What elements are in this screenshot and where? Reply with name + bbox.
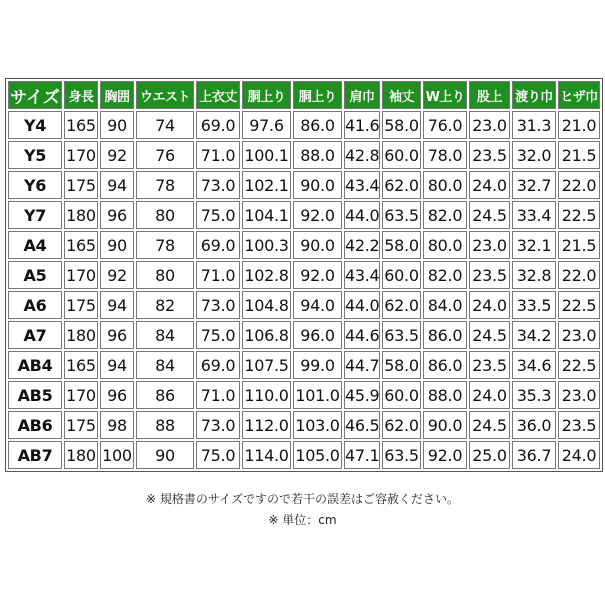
table-cell: 71.0 bbox=[196, 381, 240, 409]
table-cell: 60.0 bbox=[382, 141, 421, 169]
table-cell: 23.0 bbox=[469, 111, 510, 139]
table-cell: 35.3 bbox=[512, 381, 556, 409]
table-cell: 73.0 bbox=[196, 171, 240, 199]
table-cell: 103.0 bbox=[293, 411, 342, 439]
table-cell: 62.0 bbox=[382, 411, 421, 439]
table-cell: 86.0 bbox=[423, 321, 467, 349]
table-cell: 73.0 bbox=[196, 411, 240, 439]
size-name-cell: A7 bbox=[8, 321, 62, 349]
table-cell: 101.0 bbox=[293, 381, 342, 409]
table-row bbox=[8, 231, 600, 259]
table-row bbox=[8, 441, 600, 469]
table-cell: 92 bbox=[100, 261, 134, 289]
table-row bbox=[8, 141, 600, 169]
table-cell: 94 bbox=[100, 351, 134, 379]
table-cell: 44.0 bbox=[344, 201, 380, 229]
table-cell: 31.3 bbox=[512, 111, 556, 139]
table-cell: 78.0 bbox=[423, 141, 467, 169]
table-cell: 23.5 bbox=[469, 141, 510, 169]
table-cell: 43.4 bbox=[344, 261, 380, 289]
header-row bbox=[8, 81, 600, 109]
table-cell: 90.0 bbox=[423, 411, 467, 439]
table-cell: 23.0 bbox=[558, 381, 600, 409]
table-cell: 34.6 bbox=[512, 351, 556, 379]
table-cell: 94.0 bbox=[293, 291, 342, 319]
table-cell: 78 bbox=[136, 171, 194, 199]
table-row bbox=[8, 201, 600, 229]
table-cell: 76.0 bbox=[423, 111, 467, 139]
size-name-cell: AB7 bbox=[8, 441, 62, 469]
table-cell: 90 bbox=[100, 111, 134, 139]
table-cell: 44.0 bbox=[344, 291, 380, 319]
table-cell: 105.0 bbox=[293, 441, 342, 469]
table-cell: 22.5 bbox=[558, 201, 600, 229]
column-header: 上衣丈 bbox=[196, 81, 240, 109]
column-header: 胴上り bbox=[293, 81, 342, 109]
table-cell: 96 bbox=[100, 381, 134, 409]
table-cell: 25.0 bbox=[469, 441, 510, 469]
table-cell: 43.4 bbox=[344, 171, 380, 199]
table-cell: 44.7 bbox=[344, 351, 380, 379]
size-name-cell: A4 bbox=[8, 231, 62, 259]
table-cell: 73.0 bbox=[196, 291, 240, 319]
table-cell: 86 bbox=[136, 381, 194, 409]
table-cell: 42.8 bbox=[344, 141, 380, 169]
table-cell: 62.0 bbox=[382, 291, 421, 319]
table-cell: 24.0 bbox=[558, 441, 600, 469]
table-cell: 58.0 bbox=[382, 231, 421, 259]
table-cell: 165 bbox=[64, 231, 98, 259]
table-cell: 98 bbox=[100, 411, 134, 439]
table-cell: 104.8 bbox=[242, 291, 291, 319]
size-name-cell: A5 bbox=[8, 261, 62, 289]
table-cell: 58.0 bbox=[382, 111, 421, 139]
table-cell: 44.6 bbox=[344, 321, 380, 349]
table-cell: 69.0 bbox=[196, 111, 240, 139]
note-unit: ※ 単位：cm bbox=[268, 513, 337, 527]
table-cell: 100 bbox=[100, 441, 134, 469]
table-cell: 41.6 bbox=[344, 111, 380, 139]
table-cell: 22.5 bbox=[558, 351, 600, 379]
table-cell: 24.5 bbox=[469, 321, 510, 349]
table-cell: 23.5 bbox=[469, 351, 510, 379]
table-row bbox=[8, 111, 600, 139]
table-cell: 32.1 bbox=[512, 231, 556, 259]
column-header: サイズ bbox=[8, 81, 62, 109]
table-cell: 102.8 bbox=[242, 261, 291, 289]
table-cell: 170 bbox=[64, 261, 98, 289]
table-cell: 24.0 bbox=[469, 171, 510, 199]
table-cell: 32.0 bbox=[512, 141, 556, 169]
column-header: 身長 bbox=[64, 81, 98, 109]
table-cell: 96 bbox=[100, 321, 134, 349]
table-row bbox=[8, 411, 600, 439]
table-cell: 24.5 bbox=[469, 201, 510, 229]
table-cell: 23.0 bbox=[469, 231, 510, 259]
table-row bbox=[8, 321, 600, 349]
table-cell: 60.0 bbox=[382, 381, 421, 409]
table-cell: 92.0 bbox=[423, 441, 467, 469]
table-row bbox=[8, 171, 600, 199]
table-cell: 23.5 bbox=[558, 411, 600, 439]
table-cell: 104.1 bbox=[242, 201, 291, 229]
size-name-cell: Y5 bbox=[8, 141, 62, 169]
table-cell: 96 bbox=[100, 201, 134, 229]
table-cell: 23.5 bbox=[469, 261, 510, 289]
table-cell: 80.0 bbox=[423, 231, 467, 259]
table-cell: 110.0 bbox=[242, 381, 291, 409]
size-name-cell: AB5 bbox=[8, 381, 62, 409]
table-cell: 47.1 bbox=[344, 441, 380, 469]
table-cell: 69.0 bbox=[196, 231, 240, 259]
size-name-cell: A6 bbox=[8, 291, 62, 319]
table-cell: 63.5 bbox=[382, 201, 421, 229]
table-cell: 24.5 bbox=[469, 411, 510, 439]
table-cell: 96.0 bbox=[293, 321, 342, 349]
table-cell: 63.5 bbox=[382, 321, 421, 349]
table-cell: 170 bbox=[64, 141, 98, 169]
size-chart-body bbox=[8, 111, 600, 469]
table-cell: 23.0 bbox=[558, 321, 600, 349]
table-row bbox=[8, 291, 600, 319]
table-cell: 32.8 bbox=[512, 261, 556, 289]
table-cell: 90.0 bbox=[293, 171, 342, 199]
table-cell: 86.0 bbox=[293, 111, 342, 139]
column-header: ヒザ巾 bbox=[558, 81, 600, 109]
column-header: 股上 bbox=[469, 81, 510, 109]
table-cell: 88.0 bbox=[423, 381, 467, 409]
table-cell: 74 bbox=[136, 111, 194, 139]
table-cell: 90 bbox=[100, 231, 134, 259]
column-header: 胴上り bbox=[242, 81, 291, 109]
table-cell: 92 bbox=[100, 141, 134, 169]
table-cell: 33.5 bbox=[512, 291, 556, 319]
table-cell: 82.0 bbox=[423, 261, 467, 289]
table-cell: 88.0 bbox=[293, 141, 342, 169]
size-name-cell: Y7 bbox=[8, 201, 62, 229]
size-name-cell: Y6 bbox=[8, 171, 62, 199]
table-cell: 71.0 bbox=[196, 261, 240, 289]
column-header: 渡り巾 bbox=[512, 81, 556, 109]
table-cell: 63.5 bbox=[382, 441, 421, 469]
table-cell: 58.0 bbox=[382, 351, 421, 379]
table-cell: 75.0 bbox=[196, 321, 240, 349]
table-cell: 106.8 bbox=[242, 321, 291, 349]
note-tolerance: ※ 規格書のサイズですので若干の誤差はご容赦ください。 bbox=[146, 492, 459, 506]
table-cell: 165 bbox=[64, 351, 98, 379]
table-cell: 100.3 bbox=[242, 231, 291, 259]
table-cell: 69.0 bbox=[196, 351, 240, 379]
table-cell: 62.0 bbox=[382, 171, 421, 199]
table-cell: 97.6 bbox=[242, 111, 291, 139]
table-cell: 180 bbox=[64, 321, 98, 349]
table-cell: 180 bbox=[64, 441, 98, 469]
table-cell: 21.5 bbox=[558, 141, 600, 169]
size-name-cell: AB6 bbox=[8, 411, 62, 439]
table-cell: 45.9 bbox=[344, 381, 380, 409]
table-cell: 94 bbox=[100, 171, 134, 199]
table-cell: 80 bbox=[136, 261, 194, 289]
table-cell: 76 bbox=[136, 141, 194, 169]
table-cell: 94 bbox=[100, 291, 134, 319]
column-header: 肩巾 bbox=[344, 81, 380, 109]
table-cell: 88 bbox=[136, 411, 194, 439]
column-header: W上り bbox=[423, 81, 467, 109]
table-row bbox=[8, 381, 600, 409]
table-cell: 36.0 bbox=[512, 411, 556, 439]
table-cell: 36.7 bbox=[512, 441, 556, 469]
table-cell: 92.0 bbox=[293, 201, 342, 229]
table-cell: 75.0 bbox=[196, 441, 240, 469]
table-cell: 82.0 bbox=[423, 201, 467, 229]
table-cell: 75.0 bbox=[196, 201, 240, 229]
table-cell: 165 bbox=[64, 111, 98, 139]
table-row bbox=[8, 261, 600, 289]
table-cell: 24.0 bbox=[469, 291, 510, 319]
table-cell: 80 bbox=[136, 201, 194, 229]
table-cell: 22.0 bbox=[558, 261, 600, 289]
table-cell: 32.7 bbox=[512, 171, 556, 199]
size-name-cell: Y4 bbox=[8, 111, 62, 139]
table-cell: 114.0 bbox=[242, 441, 291, 469]
table-cell: 112.0 bbox=[242, 411, 291, 439]
table-cell: 46.5 bbox=[344, 411, 380, 439]
table-cell: 86.0 bbox=[423, 351, 467, 379]
column-header: ウエスト bbox=[136, 81, 194, 109]
table-cell: 21.5 bbox=[558, 231, 600, 259]
table-cell: 22.0 bbox=[558, 171, 600, 199]
table-cell: 21.0 bbox=[558, 111, 600, 139]
table-cell: 33.4 bbox=[512, 201, 556, 229]
table-cell: 175 bbox=[64, 291, 98, 319]
table-cell: 71.0 bbox=[196, 141, 240, 169]
table-cell: 100.1 bbox=[242, 141, 291, 169]
table-row bbox=[8, 351, 600, 379]
table-cell: 102.1 bbox=[242, 171, 291, 199]
column-header: 袖丈 bbox=[382, 81, 421, 109]
table-cell: 92.0 bbox=[293, 261, 342, 289]
table-cell: 99.0 bbox=[293, 351, 342, 379]
table-cell: 90 bbox=[136, 441, 194, 469]
table-cell: 107.5 bbox=[242, 351, 291, 379]
table-cell: 22.5 bbox=[558, 291, 600, 319]
table-cell: 175 bbox=[64, 171, 98, 199]
table-cell: 180 bbox=[64, 201, 98, 229]
table-cell: 84 bbox=[136, 351, 194, 379]
table-cell: 34.2 bbox=[512, 321, 556, 349]
table-cell: 80.0 bbox=[423, 171, 467, 199]
table-cell: 90.0 bbox=[293, 231, 342, 259]
table-cell: 84.0 bbox=[423, 291, 467, 319]
table-cell: 42.2 bbox=[344, 231, 380, 259]
table-cell: 82 bbox=[136, 291, 194, 319]
size-chart-table bbox=[5, 78, 603, 472]
size-chart-header bbox=[8, 81, 600, 109]
table-cell: 24.0 bbox=[469, 381, 510, 409]
table-cell: 175 bbox=[64, 411, 98, 439]
column-header: 胸囲 bbox=[100, 81, 134, 109]
table-cell: 60.0 bbox=[382, 261, 421, 289]
table-cell: 84 bbox=[136, 321, 194, 349]
table-cell: 170 bbox=[64, 381, 98, 409]
size-name-cell: AB4 bbox=[8, 351, 62, 379]
table-cell: 78 bbox=[136, 231, 194, 259]
